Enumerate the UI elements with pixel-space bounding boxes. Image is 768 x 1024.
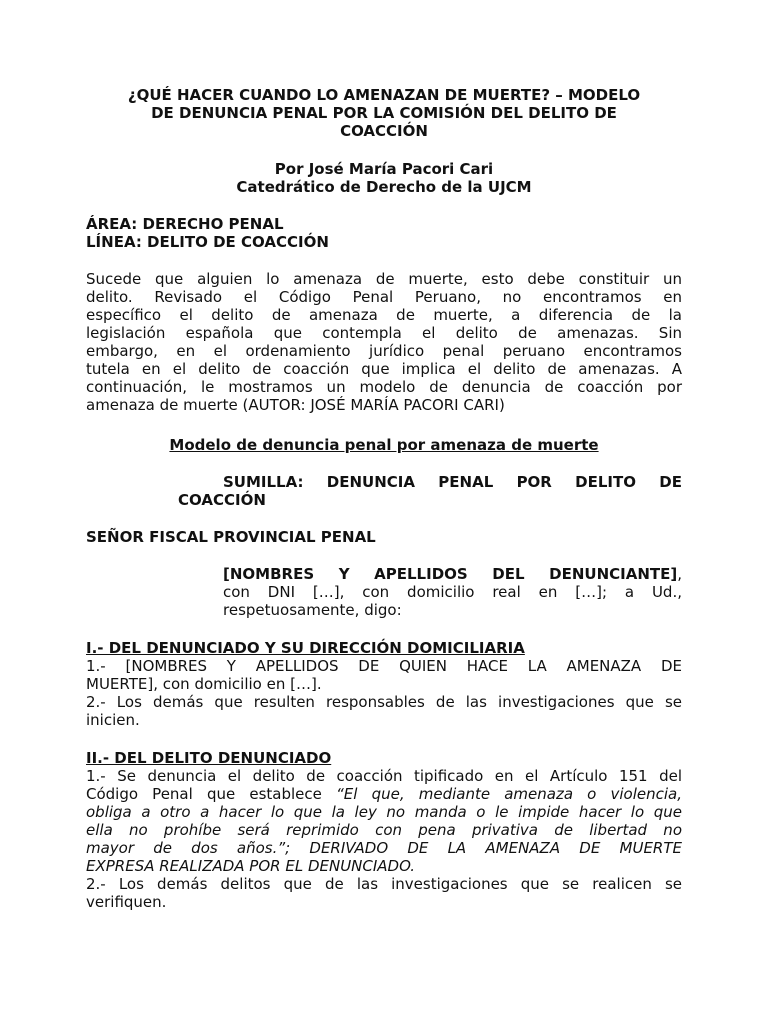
title-line-3: COACCIÓN — [340, 122, 428, 140]
title-line-1: ¿QUÉ HACER CUANDO LO AMENAZAN DE MUERTE? – MODELO — [127, 86, 641, 104]
intro-line: legislación española que contempla el delito de amenazas. Sin — [86, 324, 682, 342]
denunciante-block — [223, 565, 682, 619]
section-1-item-1-line-2: MUERTE], con domicilio en […]. — [86, 675, 322, 693]
author-role: Catedrático de Derecho de la UJCM — [236, 178, 532, 196]
section-1-item-2-line-2: inicien. — [86, 711, 140, 729]
intro-line: Sucede que alguien lo amenaza de muerte, esto debe constituir un — [86, 270, 682, 288]
intro-line: amenaza de muerte (AUTOR: JOSÉ MARÍA PACORI CARI) — [86, 396, 505, 414]
law-intro: Código Penal que establece — [86, 785, 337, 803]
intro-paragraph — [86, 270, 682, 414]
denunciante-name: [NOMBRES Y APELLIDOS DEL DENUNCIANTE] — [223, 565, 678, 583]
section-1-item-1-line-1: 1.- [NOMBRES Y APELLIDOS DE QUIEN HACE LA AMENAZA DE — [86, 657, 682, 675]
document-title — [86, 86, 682, 140]
sumilla-line-2: COACCIÓN — [178, 491, 266, 509]
section-2-item-1-line-5: mayor de dos años.”; DERIVADO DE LA AMENAZA DE MUERTE — [86, 839, 682, 857]
intro-line: delito. Revisado el Código Penal Peruano, no encontramos en — [86, 288, 682, 306]
area-label: ÁREA: DERECHO PENAL — [86, 215, 284, 233]
section-denunciado — [86, 639, 682, 729]
section-2-item-1-line-3: obliga a otro a hacer lo que la ley no manda o le impide hacer lo que — [86, 803, 682, 821]
title-line-2: DE DENUNCIA PENAL POR LA COMISIÓN DEL DELITO DE — [151, 104, 617, 122]
area-block — [86, 215, 682, 251]
law-quote-start: “El que, mediante amenaza o violencia, — [336, 785, 683, 803]
author-name: Por José María Pacori Cari — [274, 160, 494, 178]
intro-line: continuación, le mostramos un modelo de denuncia de coacción por — [86, 378, 682, 396]
addressee: SEÑOR FISCAL PROVINCIAL PENAL — [86, 528, 376, 546]
section-1-heading: I.- DEL DENUNCIADO Y SU DIRECCIÓN DOMICILIARIA — [86, 639, 525, 657]
section-2-item-1-line-4: ella no prohíbe será reprimido con pena privativa de libertad no — [86, 821, 682, 839]
section-2-item-1-line-1: 1.- Se denuncia el delito de coacción tipificado en el Artículo 151 del — [86, 767, 682, 785]
section-2-item-1-line-2 — [86, 785, 682, 803]
section-2-heading: II.- DEL DELITO DENUNCIADO — [86, 749, 332, 767]
denunciante-line-1 — [223, 565, 682, 583]
model-heading — [86, 436, 682, 454]
intro-line: embargo, en el ordenamiento jurídico penal peruano encontramos — [86, 342, 682, 360]
sumilla-block — [86, 473, 682, 509]
section-2-item-2-line-1: 2.- Los demás delitos que de las investigaciones que se realicen se — [86, 875, 682, 893]
denunciante-comma: , — [677, 565, 682, 583]
section-1-item-2-line-1: 2.- Los demás que resulten responsables de las investigaciones que se — [86, 693, 682, 711]
section-2-item-1-line-6: EXPRESA REALIZADA POR EL DENUNCIADO. — [86, 857, 416, 875]
section-2-item-2-line-2: verifiquen. — [86, 893, 167, 911]
denunciante-line-2: con DNI […], con domicilio real en […]; a Ud., — [223, 583, 682, 601]
intro-line: tutela en el delito de coacción que implica el delito de amenazas. A — [86, 360, 682, 378]
section-delito — [86, 749, 682, 911]
intro-line: específico el delito de amenaza de muerte, a diferencia de la — [86, 306, 682, 324]
linea-label: LÍNEA: DELITO DE COACCIÓN — [86, 233, 329, 251]
author-block — [86, 160, 682, 196]
model-title: Modelo de denuncia penal por amenaza de muerte — [169, 436, 599, 454]
sumilla-line-1: SUMILLA: DENUNCIA PENAL POR DELITO DE — [223, 473, 682, 491]
denunciante-line-3: respetuosamente, digo: — [223, 601, 402, 619]
